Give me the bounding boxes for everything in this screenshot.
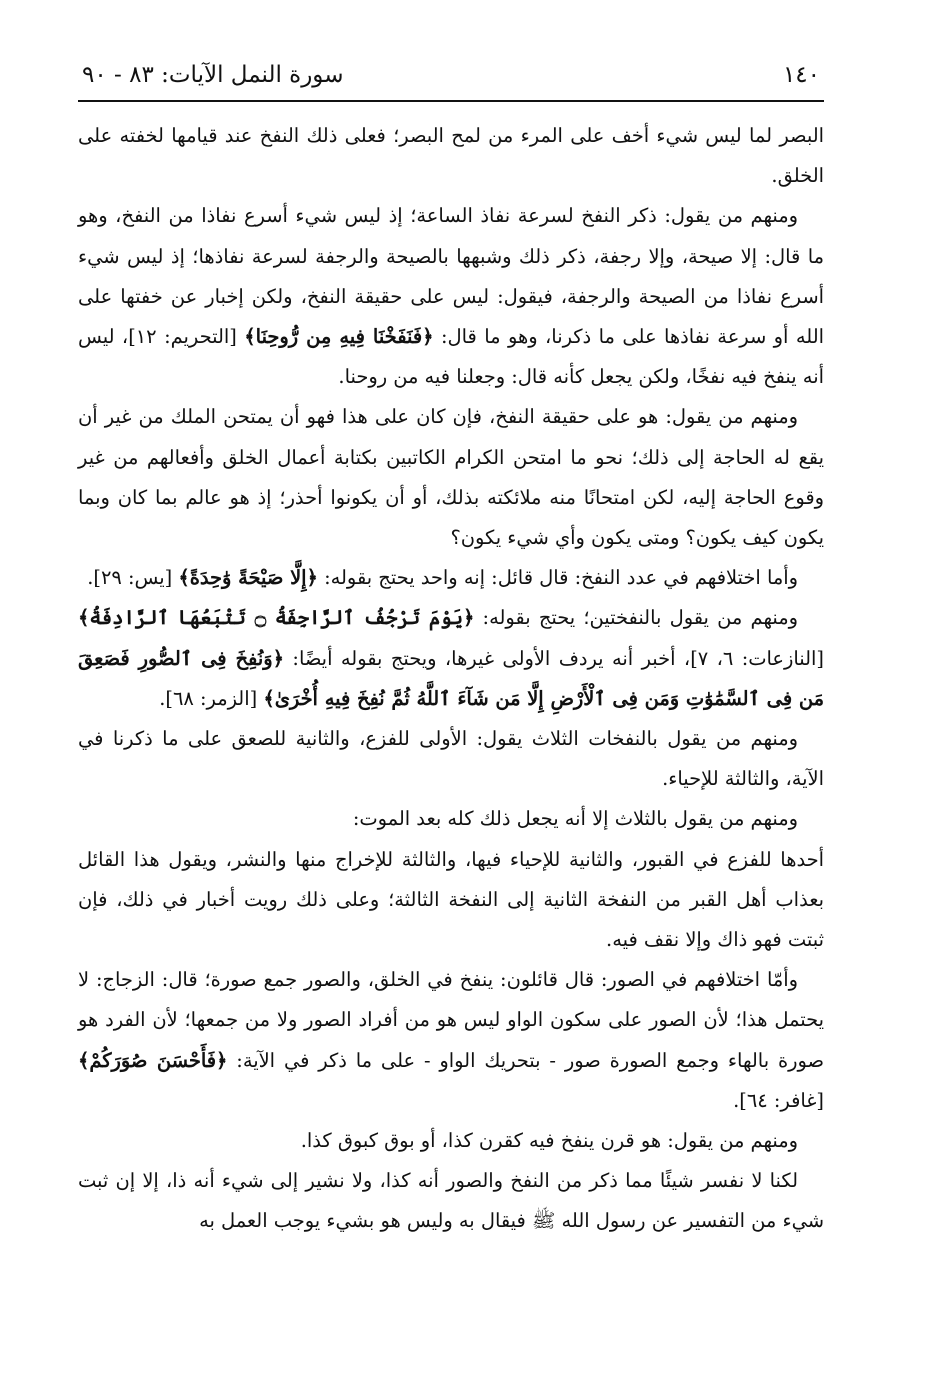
paragraph (78, 719, 824, 799)
paragraph-text: ومنهم من يقول بالثلاث إلا أنه يجعل ذلك كله بعد الموت: (352, 807, 798, 831)
paragraph (78, 558, 824, 598)
paragraph-text: [غافر: ٦٤]. (733, 1088, 824, 1112)
paragraph (78, 397, 824, 558)
paragraph-text: [يس: ٢٩]. (87, 566, 179, 590)
paragraph (78, 598, 824, 719)
quran-verse: ﴿فَنَفَخْنَا فِيهِ مِن رُّوحِنَا﴾ (244, 325, 434, 349)
quran-verse: ﴿يَوْمَ تَرْجُفُ ٱلرَّاجِفَةُ ۝ تَتْبَعُهَا ٱلرَّادِفَةُ﴾ (78, 606, 475, 630)
quran-verse: ﴿وَنُفِخَ فِى ٱلصُّورِ فَصَعِقَ مَن فِى ٱلسَّمَٰوَٰتِ وَمَن فِى ٱلْأَرْضِ إِلَّا مَن شَآءَ ٱللَّهُ ثُمَّ نُفِخَ فِيهِ أُخْرَىٰ﴾ (78, 646, 824, 710)
paragraph-text: ومنهم من يقول: ذكر النفخ لسرعة نفاذ الساعة؛ إذ ليس شيء أسرع نفاذا من النفخ، وهو ما قال: إلا صيحة، وإلا رجفة، ذكر ذلك وشبهها بالصيحة والرجفة لسرعة نفاذها؛ إذ ليس شيء أسرع نفاذا من الصيحة والرجفة، فيقول: ليس على حقيقة النفخ، ولكن إخبار عن خفتها على الله أو سرعة نفاذها على ما ذكرنا، وهو ما قال: (78, 204, 824, 349)
paragraph-text: [النازعات: ٦، ٧]، أخبر أنه يردف الأولى غيرها، ويحتج بقوله أيضًا: (284, 646, 824, 670)
quran-verse: ﴿فَأَحْسَنَ صُوَرَكُمْ﴾ (78, 1048, 228, 1072)
page-number: ١٤٠ (782, 62, 820, 88)
paragraph-text: ومنهم من يقول: هو قرن ينفخ فيه كقرن كذا، أو بوق كبوق كذا. (300, 1129, 798, 1153)
body-text (78, 116, 824, 1242)
paragraph-text: [الزمر: ٦٨]. (159, 686, 264, 710)
paragraph-text: وأما اختلافهم في عدد النفخ: قال قائل: إنه واحد يحتج بقوله: (317, 566, 798, 590)
paragraph-text: أحدها للفزع في القبور، والثانية للإحياء فيها، والثالثة للإخراج منها والنشر، ويقول هذا القائل بعذاب أهل القبر من النفخة الثانية إلى النفخة الثالثة؛ وعلى ذلك رويت أخبار في ذلك، فإن ثبتت فهو ذاك وإلا نقف فيه. (78, 847, 824, 952)
running-title: سورة النمل الآيات: ٨٣ - ٩٠ (82, 62, 344, 88)
paragraph (78, 840, 824, 961)
paragraph (78, 960, 824, 1121)
paragraph-text: البصر لما ليس شيء أخف على المرء من لمح البصر؛ فعلى ذلك النفخ عند قيامها لخفته على الخلق. (78, 124, 824, 188)
paragraph-text: ومنهم من يقول بالنفختين؛ يحتج بقوله: (474, 606, 798, 630)
page-header (78, 58, 824, 102)
paragraph (78, 116, 824, 196)
paragraph (78, 1161, 824, 1241)
paragraph (78, 1121, 824, 1161)
paragraph-text: ومنهم من يقول بالنفخات الثلاث يقول: الأولى للفزع، والثانية للصعق على ما ذكرنا في الآية، والثالثة للإحياء. (78, 727, 824, 791)
paragraph-text: [التحريم: ١٢]، ليس أنه ينفخ فيه نفخًا، ولكن يجعل كأنه قال: وجعلنا فيه من روحنا. (78, 325, 824, 389)
paragraph (78, 196, 824, 397)
paragraph-text: لكنا لا نفسر شيئًا مما ذكر من النفخ والصور أنه كذا، ولا نشير إلى شيء أنه ذا، إلا إن ثبت شيء من التفسير عن رسول الله ﷺ فيقال به وليس هو بشيء يوجب العمل به (78, 1169, 824, 1233)
quran-verse: ﴿إِلَّا صَيْحَةً وَٰحِدَةً﴾ (178, 566, 318, 590)
paragraph-text: ومنهم من يقول: هو على حقيقة النفخ، فإن كان على هذا فهو أن يمتحن الملك من غير أن يقع له الحاجة إلى ذلك؛ نحو ما امتحن الكرام الكاتبين بكتابة أعمال الخلق وأفعالهم من غير وقوع الحاجة إليه، لكن امتحانًا منه ملائكته بذلك، أو أن يكونوا أحذر؛ إذ هو عالم بما كان وبما يكون كيف يكون؟ ومتى يكون وأي شيء يكون؟ (78, 405, 824, 550)
paragraph-text: وأمّا اختلافهم في الصور: قال قائلون: ينفخ في الخلق، والصور جمع صورة؛ قال: الزجاج: لا يحتمل هذا؛ لأن الصور على سكون الواو ليس هو من أفراد الصور ولا من جمعها؛ لأن الفرد هو صورة بالهاء وجمع الصورة صور - بتحريك الواو - على ما ذكر في الآية: (78, 968, 824, 1072)
paragraph (78, 799, 824, 839)
